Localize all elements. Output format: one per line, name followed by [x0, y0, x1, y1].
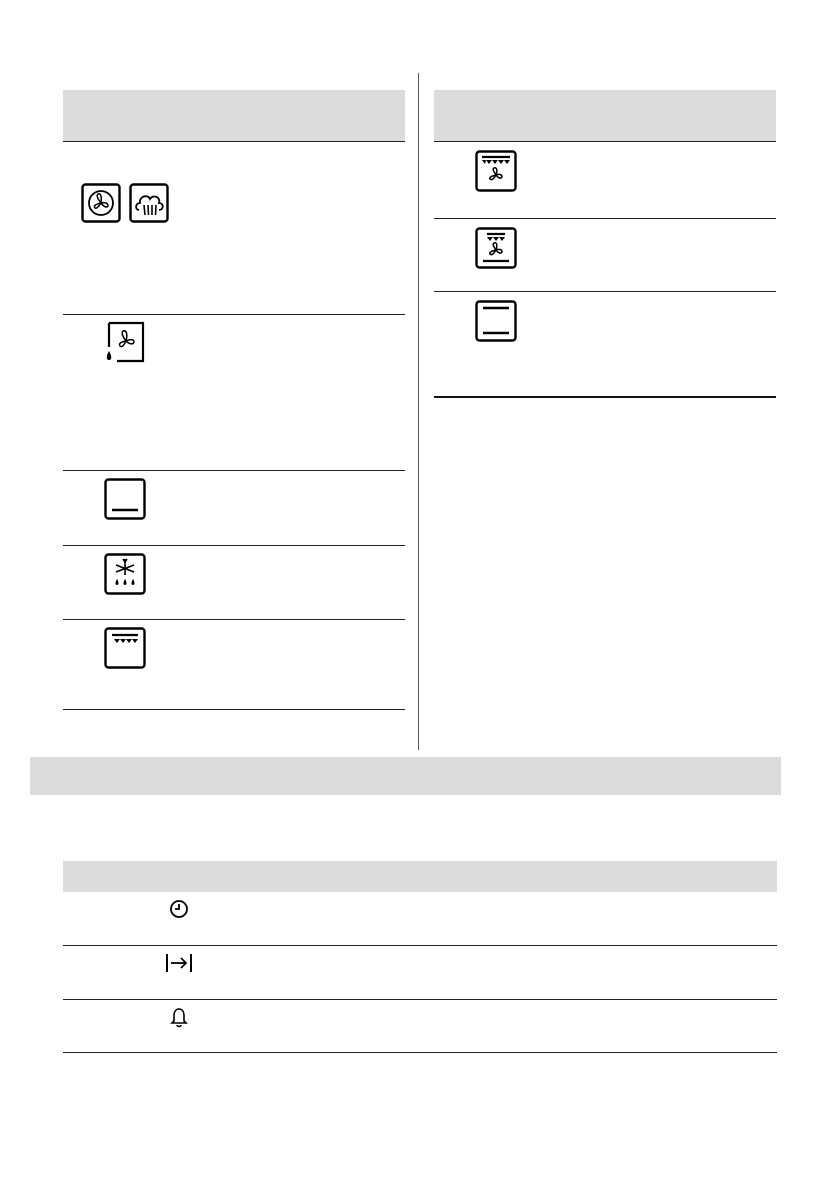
table-row: [434, 292, 776, 398]
steam-cloud-icon: [129, 183, 169, 223]
top-bottom-heat-icon: [475, 300, 517, 342]
fan-drop-icon: [103, 321, 147, 365]
table-row: [63, 546, 405, 620]
right-table-header: [434, 90, 776, 142]
table-row: [63, 892, 777, 946]
table-row: [63, 946, 777, 1000]
defrost-icon: [104, 553, 146, 595]
table-row: [63, 471, 405, 546]
duration-icon: [165, 952, 193, 974]
clock-table-header: [63, 861, 777, 892]
grill-fan-full-icon: [475, 150, 517, 192]
table-row: [63, 315, 405, 471]
right-function-table: [434, 90, 776, 398]
table-row: [434, 142, 776, 219]
table-row: [63, 620, 405, 710]
top-heat-icon: [104, 627, 146, 669]
fan-circle-icon: [81, 183, 121, 223]
left-function-table: [63, 90, 405, 710]
table-row: [63, 1000, 777, 1053]
section-heading-band: [30, 757, 781, 795]
bell-icon: [170, 1007, 188, 1029]
table-row: [434, 219, 776, 292]
table-row: [63, 142, 405, 315]
clock-functions-table: [63, 861, 777, 1053]
left-table-header: [63, 90, 405, 142]
clock-icon: [169, 899, 189, 919]
grill-fan-small-icon: [475, 227, 517, 269]
bottom-heat-icon: [104, 478, 146, 520]
column-divider: [418, 73, 419, 750]
